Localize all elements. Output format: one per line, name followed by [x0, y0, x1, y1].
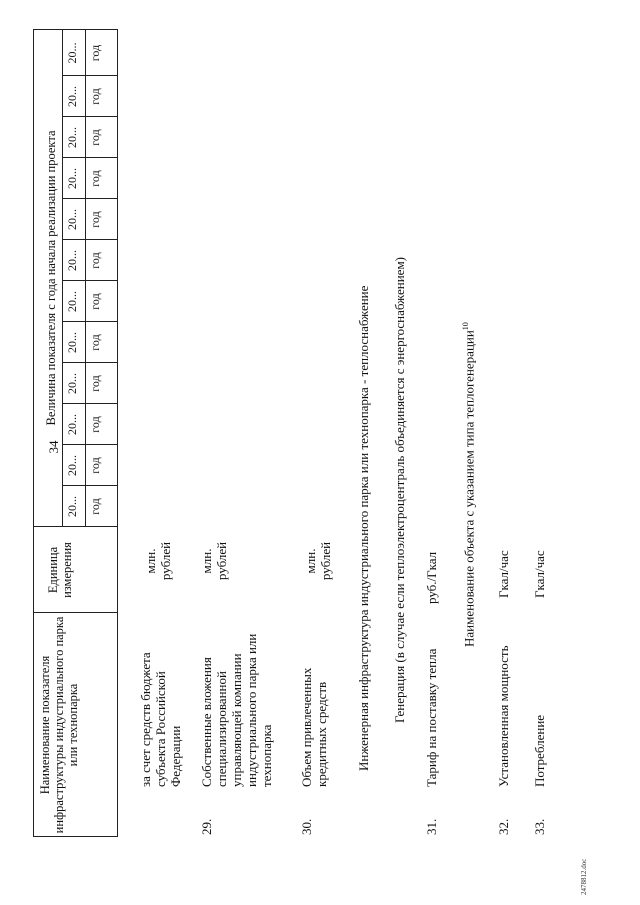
row-unit: Гкал/час — [496, 550, 511, 598]
row-number: 32. — [496, 818, 511, 835]
year-label-bottom: год — [88, 416, 102, 433]
year-label-top: 20... — [65, 250, 79, 271]
row-unit: млн. рублей — [143, 541, 173, 581]
year-label-bottom: год — [88, 44, 102, 62]
table-col-sep-name — [33, 612, 117, 613]
year-label-bottom: год — [88, 498, 102, 515]
table-line-value-group — [62, 29, 63, 527]
header-unit: Единица измерения — [46, 542, 74, 598]
table-border-header-bottom — [117, 29, 118, 837]
table-line-year-mid — [85, 29, 86, 527]
year-label-top: 20... — [65, 373, 79, 394]
row-name: Объем привлеченных кредитных средств — [299, 667, 329, 787]
header-value: Величина показателя с года начала реализации проекта — [44, 130, 58, 426]
year-label-top: 20... — [65, 291, 79, 312]
footnote-ref: 10 — [461, 322, 470, 331]
year-label-bottom: год — [88, 129, 102, 146]
row-unit: руб./Гкал — [424, 551, 439, 604]
row-name: Потребление — [532, 714, 547, 787]
year-label-top: 20... — [65, 496, 79, 517]
header-name: Наименование показателя инфраструктуры индустриального парка или технопарка — [38, 616, 80, 834]
section-heading — [458, 322, 476, 647]
row-number: 33. — [532, 818, 547, 835]
row-unit: Гкал/час — [532, 550, 547, 598]
year-label-top: 20... — [65, 414, 79, 435]
year-label-bottom: год — [88, 88, 102, 105]
year-label-top: 20... — [65, 168, 79, 189]
year-label-top: 20... — [65, 127, 79, 148]
year-label-top: 20... — [65, 209, 79, 230]
year-label-bottom: год — [88, 293, 102, 310]
section-heading-text: Наименование объекта с указанием типа теплогенерации — [461, 330, 477, 647]
section-heading: Генерация (в случае если теплоэлектроцентраль объединяется с энергоснабжением) — [392, 256, 407, 723]
section-heading: Инженерная инфраструктура индустриального парка или технопарка - теплоснабжение — [356, 285, 371, 771]
year-label-top: 20... — [65, 455, 79, 476]
row-name: за счет средств бюджета субъекта Российской Федерации — [138, 652, 183, 787]
year-label-top: 20... — [65, 42, 79, 64]
doc-code: 2478812.doc — [580, 858, 588, 895]
year-label-bottom: год — [88, 334, 102, 351]
row-name: Установленная мощность — [496, 645, 511, 787]
row-unit: млн. рублей — [303, 541, 333, 581]
table-border-left — [33, 836, 117, 837]
year-label-bottom: год — [88, 211, 102, 228]
year-label-bottom: год — [88, 375, 102, 392]
row-name: Собственные вложения специализированной управляющей компании индустриального парка или технопарка — [199, 633, 274, 787]
year-label-bottom: год — [88, 457, 102, 474]
table-border-top — [33, 29, 34, 837]
row-number: 29. — [199, 818, 214, 835]
row-unit: млн. рублей — [199, 541, 229, 581]
page-number: 34 — [46, 440, 61, 454]
year-label-top: 20... — [65, 86, 79, 107]
year-label-bottom: год — [88, 252, 102, 269]
row-name: Тариф на поставку тепла — [424, 648, 439, 787]
year-label-top: 20... — [65, 332, 79, 353]
row-number: 30. — [299, 818, 314, 835]
year-label-bottom: год — [88, 170, 102, 187]
row-number: 31. — [424, 818, 439, 835]
